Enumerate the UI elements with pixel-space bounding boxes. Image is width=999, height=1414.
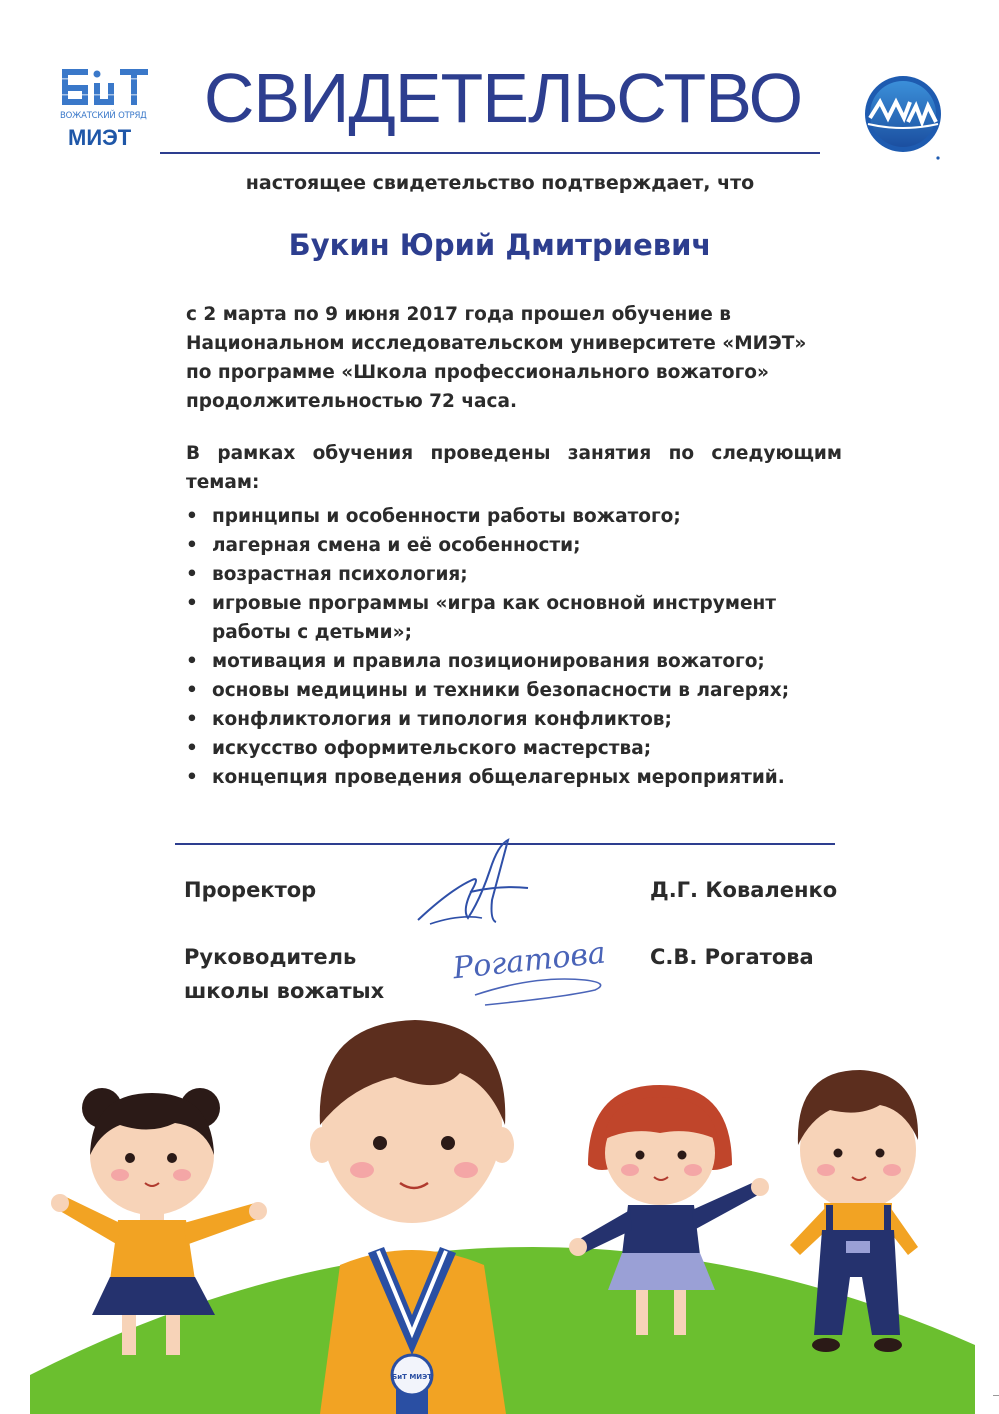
signer-role: Руководитель школы вожатых: [184, 945, 385, 1003]
intro-line: по программе «Школа профессионального вожатого»: [186, 362, 769, 383]
prorector-signature: [410, 830, 540, 940]
topic-item: • лагерная смена и её особенности;: [186, 531, 842, 560]
scan-edge-mark: [993, 1395, 999, 1402]
bit-logo-icon: [60, 65, 150, 109]
school-head-signature: [445, 935, 625, 1015]
logo-subtitle: ВОЖАТСКИЙ ОТРЯД: [60, 111, 147, 121]
miet-emblem-icon: [858, 72, 948, 162]
intro-line: Национальном исследовательском университете «МИЭТ»: [186, 333, 807, 354]
signer-name: С.В. Рогатова: [650, 945, 814, 969]
handwritten-signature: Рогатова: [451, 935, 608, 987]
topic-item: • конфликтология и типология конфликтов;: [186, 705, 842, 734]
topic-item: • игровые программы «игра как основной инструмент работы с детьми»;: [186, 589, 842, 647]
signer-name: Д.Г. Коваленко: [650, 878, 838, 902]
topics-list: [186, 502, 842, 792]
intro-line: продолжительностью 72 часа.: [186, 391, 517, 412]
topic-item: • искусство оформительского мастерства;: [186, 734, 842, 763]
topic-item: • возрастная психология;: [186, 560, 842, 589]
title-divider: [160, 152, 820, 154]
intro-line: с 2 марта по 9 июня 2017 года прошел обучение в: [186, 304, 731, 325]
topic-item: • принципы и особенности работы вожатого;: [186, 502, 842, 531]
page-title: СВИДЕТЕЛЬСТВО: [203, 59, 803, 137]
certificate-body: [186, 300, 842, 792]
recipient-name: Букин Юрий Дмитриевич: [288, 228, 712, 262]
children-illustration: [0, 1015, 999, 1414]
signer-role: Проректор: [184, 878, 317, 902]
topic-item: • основы медицины и техники безопасности в лагерях;: [186, 676, 842, 705]
topics-heading: В рамках обучения проведены занятия по следующим темам:: [186, 443, 842, 493]
topic-item: • концепция проведения общелагерных мероприятий.: [186, 763, 842, 792]
vozhatyy-otryad-logo: [60, 65, 155, 160]
topic-item: • мотивация и правила позиционирования вожатого;: [186, 647, 842, 676]
boy-center-figure: [310, 1020, 514, 1414]
logo-label: МИЭТ: [68, 125, 132, 150]
certificate-subtitle: настоящее свидетельство подтверждает, что: [245, 172, 755, 194]
badge-text: БиТ МИЭТ: [391, 1373, 433, 1381]
